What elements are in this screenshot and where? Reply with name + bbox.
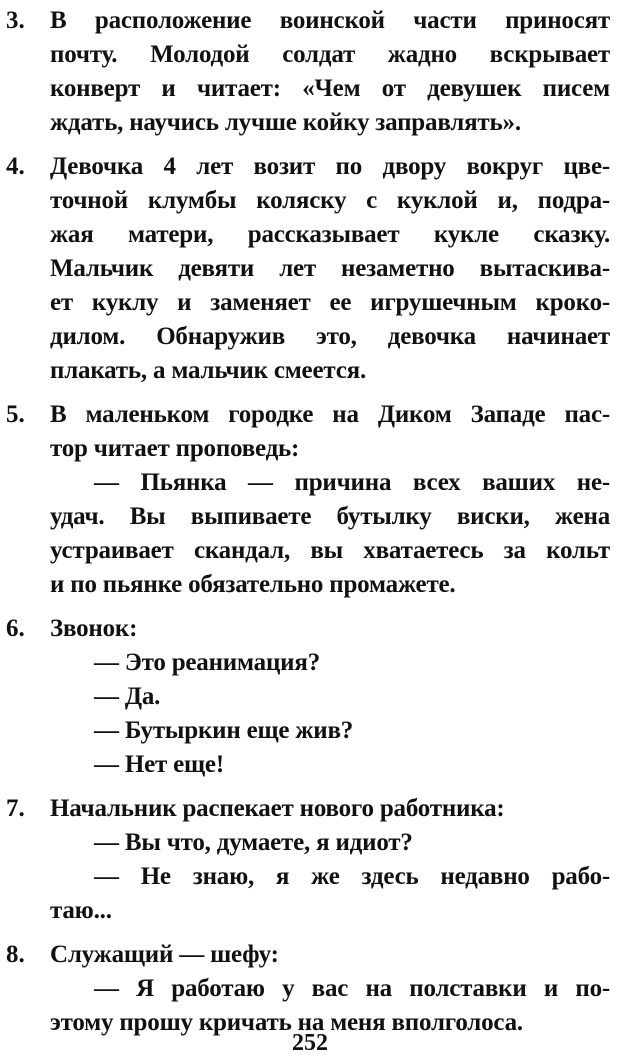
item-number: 4. xyxy=(6,153,25,180)
text-line: В расположение воинской части приносят xyxy=(50,7,610,34)
text-line: — Нет еще! xyxy=(94,751,224,778)
text-line: Звонок: xyxy=(50,615,138,642)
text-line: — Бутыркин еще жив? xyxy=(94,717,354,744)
text-line: дилом. Обнаружив это, девочка начинает xyxy=(50,323,610,350)
text-line: плакать, а мальчик смеется. xyxy=(50,357,367,384)
item-number: 7. xyxy=(6,795,25,822)
list-item-3 xyxy=(6,4,610,140)
item-number: 6. xyxy=(6,615,25,642)
text-line: ждать, научись лучше койку заправлять». xyxy=(50,109,521,136)
text-line: — Пьянка — причина всех ваших не- xyxy=(94,469,610,496)
item-text xyxy=(50,792,610,928)
text-line: тор читает проповедь: xyxy=(50,435,300,462)
list-item-5 xyxy=(6,398,610,602)
list-item-8 xyxy=(6,938,610,1040)
text-line: конверт и читает: «Чем от девушек писем xyxy=(50,75,610,102)
item-text xyxy=(50,612,610,782)
text-line: устраивает скандал, вы хватаетесь за кольт xyxy=(50,537,610,564)
list-item-7 xyxy=(6,792,610,928)
item-number: 8. xyxy=(6,941,25,968)
page-number: 252 xyxy=(292,1030,328,1056)
text-line: — Это реанимация? xyxy=(94,649,321,676)
text-line: Девочка 4 лет возит по двору вокруг цве- xyxy=(50,153,610,180)
item-text xyxy=(50,938,610,1040)
item-number: 3. xyxy=(6,7,25,34)
text-line: — Вы что, думаете, я идиот? xyxy=(94,829,413,856)
text-line: Начальник распекает нового работника: xyxy=(50,795,505,822)
list-item-6 xyxy=(6,612,610,782)
text-line: точной клумбы коляску с куклой и, подра- xyxy=(50,187,610,214)
text-line: — Не знаю, я же здесь недавно рабо- xyxy=(94,863,610,890)
text-line: — Да. xyxy=(94,683,161,710)
list-item-4 xyxy=(6,150,610,388)
item-number: 5. xyxy=(6,401,25,428)
text-line: таю... xyxy=(50,897,112,924)
text-line: и по пьянке обязательно промажете. xyxy=(50,571,456,598)
item-text xyxy=(50,4,610,140)
item-text xyxy=(50,398,610,602)
text-line: Служащий — шефу: xyxy=(50,941,279,968)
text-line: удач. Вы выпиваете бутылку виски, жена xyxy=(50,503,610,530)
text-line: ет куклу и заменяет ее игрушечным кроко- xyxy=(50,289,610,316)
text-line: почту. Молодой солдат жадно вскрывает xyxy=(50,41,610,68)
text-line: — Я работаю у вас на полставки и по- xyxy=(94,975,610,1002)
text-line: Мальчик девяти лет незаметно вытаскива- xyxy=(50,255,610,282)
text-line: В маленьком городке на Диком Западе пас- xyxy=(50,401,610,428)
item-text xyxy=(50,150,610,388)
text-line: этому прошу кричать на меня вполголоса. xyxy=(50,1009,523,1036)
numbered-list xyxy=(6,4,610,1050)
text-line: жая матери, рассказывает кукле сказку. xyxy=(50,221,610,248)
